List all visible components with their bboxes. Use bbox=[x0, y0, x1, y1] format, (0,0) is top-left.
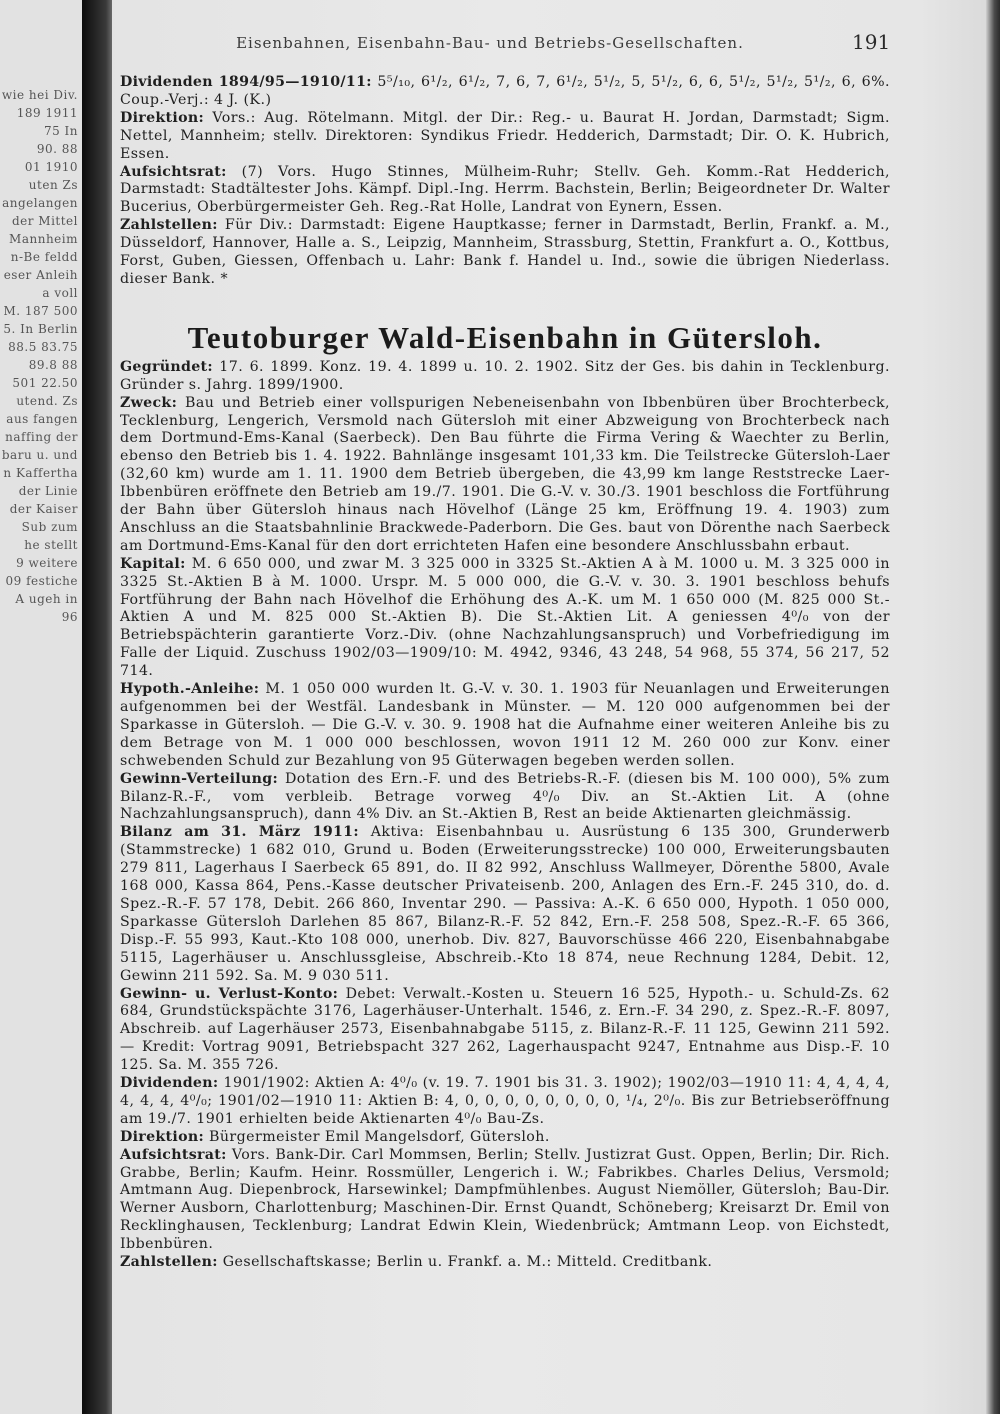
facing-page-text: naffing der bbox=[5, 430, 78, 444]
profit-loss-entry bbox=[120, 986, 890, 1076]
facing-page-text: a voll bbox=[42, 286, 78, 300]
entry-label: Zahlstellen: bbox=[120, 217, 218, 234]
supervisory-board-entry bbox=[120, 164, 890, 218]
facing-page-text: 9 weitere bbox=[16, 556, 78, 570]
facing-page-text: utend. Zs bbox=[16, 394, 78, 408]
facing-page-text: 09 festiche bbox=[5, 574, 78, 588]
entry-label: Direktion: bbox=[120, 1128, 204, 1145]
entry-label: Gegründet: bbox=[120, 358, 213, 375]
book-binding-shadow bbox=[82, 0, 112, 1414]
entry-label: Dividenden: bbox=[120, 1075, 219, 1092]
entry-label: Bilanz am 31. März 1911: bbox=[120, 824, 359, 841]
entry-text: Dotation des Ern.-F. und des Betriebs-R.-F. (diesen bis M. 100 000), 5% zum Bilanz-R.-F., vom verbleib. Betrage vorweg 4⁰/₀ Div. an St.-Aktien Lit. A (ohne Nachzahlungsanspruch), dann 4% Div. an St.-Aktien B, Rest an beide Aktienarten gleichmässig. bbox=[120, 770, 890, 823]
facing-page-fragment bbox=[0, 0, 83, 1414]
facing-page-text: he stellt bbox=[24, 538, 78, 552]
entry-text: Gesellschaftskasse; Berlin u. Frankf. a. M.: Mitteld. Creditbank. bbox=[217, 1254, 713, 1271]
entry-text: 5⁵/₁₀, 6¹/₂, 6¹/₂, 7, 6, 7, 6¹/₂, 5¹/₂, 5, 5¹/₂, 6, 6, 5¹/₂, 5¹/₂, 5¹/₂, 6, 6%. Coup.-Verj.: 4 J. (K.) bbox=[120, 74, 890, 108]
entry-text: 17. 6. 1899. Konz. 19. 4. 1899 u. 10. 2. 1902. Sitz der Ges. bis dahin in Tecklenburg. Gründer s. Jahrg. 1899/1900. bbox=[120, 358, 890, 393]
facing-page-text: 96 bbox=[61, 610, 78, 624]
entry-text: Für Div.: Darmstadt: Eigene Hauptkasse; ferner in Darmstadt, Berlin, Frankf. a. M., Düsseldorf, Hannover, Halle a. S., Leipzig, Mannheim, Strassburg, Stettin, Frankfurt a. O., Kottbus, Forst, Guben, Giessen, Offenbach u. Lahr: Bank f. Handel u. Ind., sowie die übrigen Niederlass. dieser Bank. * bbox=[120, 217, 890, 287]
facing-page-text: M. 187 500 bbox=[3, 304, 78, 318]
page-body bbox=[120, 74, 890, 1272]
paying-agents-entry bbox=[120, 1254, 890, 1272]
facing-page-text: 90. 88 bbox=[36, 142, 78, 156]
facing-page-text: angelangen bbox=[2, 196, 78, 210]
facing-page-text: wie hei Div. bbox=[1, 88, 78, 102]
facing-page-text: der Linie bbox=[18, 484, 78, 498]
facing-page-text: 5. In Berlin bbox=[3, 322, 78, 336]
entry-text: Debet: Verwalt.-Kosten u. Steuern 16 525, Hypoth.- u. Schuld-Zs. 62 684, Grundstückspächte 3176, Lagerhäuser-Unterhalt. 1546, z. Ern.-F. 34 290, z. Spez.-R.-F. 8097, Abschreib. auf Lagerhäuser 2573, Eisenbahnabgabe 5115, z. Bilanz-R.-F. 11 125, Gewinn 211 592. — Kredit: Vortrag 9091, Betriebspacht 327 262, Lagerhauspacht 9247, Entnahme aus Disp.-F. 10 125. Sa. M. 355 726. bbox=[120, 985, 890, 1074]
page-edge-shadow bbox=[986, 0, 1000, 1414]
entry-label: Zahlstellen: bbox=[120, 1254, 218, 1271]
entry-text: Vors.: Aug. Rötelmann. Mitgl. der Dir.: Reg.- u. Baurat H. Jordan, Darmstadt; Sigm. Nettel, Mannheim; stellv. Direktoren: Syndikus Friedr. Hedderich, Darmstadt; Dir. O. K. Hubrich, Essen. bbox=[120, 109, 890, 162]
entry-text: 1901/1902: Aktien A: 4⁰/₀ (v. 19. 7. 1901 bis 31. 3. 1902); 1902/03—1910 11: 4, 4, 4, 4, 4, 4, 4, 4⁰/₀; 1901/02—1910 11: Aktien B: 4, 0, 0, 0, 0, 0, 0, 0, 0, ¹/₄, 2⁰/₀. Bis zur Betriebseröffnung am 19./7. 1901 erhielten beide Aktienarten 4⁰/₀ Bau-Zs. bbox=[120, 1075, 890, 1127]
dividends-history-entry bbox=[120, 1075, 890, 1129]
entry-text: M. 1 050 000 wurden lt. G.-V. v. 30. 1. 1903 für Neuanlagen und Erweiterungen aufgenommen bei der Westfäl. Landesbank in Münster. — M. 120 000 aufgenommen bei der Sparkasse in Gütersloh. — Die G.-V. v. 30. 9. 1908 hat die Aufnahme einer weiteren Anleihe bis zu dem Betrage von M. 1 000 000 beschlossen, wovon 1911 12 M. 260 000 zur Konv. einer schwebenden Schuld zur Bezahlung von 95 Güterwagen begeben werden sollen. bbox=[120, 681, 890, 769]
page-number: 191 bbox=[852, 30, 891, 54]
management-entry bbox=[120, 1129, 890, 1147]
facing-page-text: 501 22.50 bbox=[12, 376, 78, 390]
entry-label: Dividenden 1894/95—1910/11: bbox=[120, 74, 372, 90]
mortgage-loan-entry bbox=[120, 681, 890, 771]
facing-page-text: 189 1911 bbox=[16, 106, 78, 120]
entry-text: Vors. Bank-Dir. Carl Mommsen, Berlin; Stellv. Justizrat Gust. Oppen, Berlin; Dir. Rich. Grabbe, Berlin; Kaufm. Heinr. Rossmüller, Lengerich i. W.; Fabrikbes. Charles Delius, Versmold; Amtmann Aug. Diepenbrock, Harsewinkel; Dampfmühlenbes. August Niemöller, Gütersloh; Bau-Dir. Werner Ausborn, Charlottenburg; Maschinen-Dir. Ernst Quandt, Schöneberg; Kreisarzt Dr. Emil von Recklinghausen, Tecklenburg; Landrat Edwin Klein, Wiedenbrück; Amtmann Leop. von Eichstedt, Ibbenbüren. bbox=[120, 1146, 890, 1253]
facing-page-text: 01 1910 bbox=[24, 160, 78, 174]
facing-page-text: eser Anleih bbox=[3, 268, 78, 282]
facing-page-text: n Kaffertha bbox=[3, 466, 78, 480]
facing-page-text: Mannheim bbox=[9, 232, 78, 246]
entry-label: Gewinn- u. Verlust-Konto: bbox=[120, 985, 339, 1002]
facing-page-text: 89.8 88 bbox=[28, 358, 78, 372]
facing-page-text: uten Zs bbox=[28, 178, 78, 192]
entry-text: Aktiva: Eisenbahnbau u. Ausrüstung 6 135 300, Grunderwerb (Stammstrecke) 1 682 010, Grund u. Boden (Erweiterungsstrecke) 100 000, Erweiterungsbauten 279 811, Lagerhaus I Saerbeck 65 891, do. II 82 992, Anschluss Wallmeyer, Dörenthe 5800, Avale 168 000, Kassa 864, Pens.-Kasse deutscher Privateisenb. 200, Anlagen des Ern.-F. 245 310, do. d. Spez.-R.-F. 57 178, Debit. 266 860, Inventar 290. — Passiva: A.-K. 6 650 000, Hypoth. 1 050 000, Sparkasse Gütersloh Darlehen 85 867, Bilanz-R.-F. 52 842, Ern.-F. 258 508, Spez.-R.-F. 65 366, Disp.-F. 55 993, Kaut.-Kto 108 000, unerhob. Div. 827, Bauvorschüsse 466 220, Eisenbahnabgabe 5115, Lagerhäuser u. Anschlussgleise, Abschreib.-Kto 18 874, neue Rechnung 1284, Debit. 12, Gewinn 211 592. Sa. M. 9 030 511. bbox=[120, 824, 890, 984]
board-entry bbox=[120, 110, 890, 164]
supervisory-board-entry bbox=[120, 1147, 890, 1254]
entry-label: Hypoth.-Anleihe: bbox=[120, 681, 260, 698]
facing-page-text: n-Be feldd bbox=[10, 250, 78, 264]
purpose-entry bbox=[120, 395, 890, 556]
paying-agents-entry bbox=[120, 217, 890, 289]
entry-label: Aufsichtsrat: bbox=[120, 163, 227, 180]
facing-page-text: der Kaiser bbox=[9, 502, 78, 516]
entry-text: M. 6 650 000, und zwar M. 3 325 000 in 3325 St.-Aktien A à M. 1000 u. M. 3 325 000 in 3325 St.-Aktien B à M. 1000. Urspr. M. 5 000 000, die G.-V. v. 30. 3. 1901 beschloss behufs Fortführung der Bahn nach Hövelhof die Erhöhung des A.-K. um M. 1 650 000 (M. 825 000 St.-Aktien A und M. 825 000 St.-Aktien B). Die St.-Aktien Lit. A geniessen 4⁰/₀ von der Betriebspächterin garantierte Vorz.-Div. (ohne Nachzahlungsanspruch) und Vorbefriedigung im Falle der Liquid. Zuschuss 1902/03—1909/10: M. 4942, 9346, 43 248, 54 968, 55 374, 56 217, 52 714. bbox=[120, 555, 890, 680]
capital-entry bbox=[120, 556, 890, 681]
entry-text: (7) Vors. Hugo Stinnes, Mülheim-Ruhr; Stellv. Geh. Komm.-Rat Hedderich, Darmstadt: Stadtältester Johs. Kämpf. Dipl.-Ing. Herrm. Bachstein, Berlin; Beigeordneter Dr. Walter Bucerius, Oberbürgermeister Geh. Reg.-Rat Holle, Landrat von Eynern, Essen. bbox=[120, 163, 890, 216]
facing-page-text: aus fangen bbox=[6, 412, 78, 426]
entry-text: Bau und Betrieb einer vollspurigen Nebeneisenbahn von Ibbenbüren über Brochterbeck, Tecklenburg, Lengerich, Versmold nach Gütersloh mit einer Abzweigung von Brochterbeck nach dem Dortmund-Ems-Kanal (Saerbeck). Den Bau führte die Firma Vering & Waechter zu Berlin, ebenso den Betrieb bis 1. 4. 1922. Bahnlänge insgesamt 101,33 km. Die Teilstrecke Gütersloh-Laer (32,60 km) wurde am 1. 11. 1900 dem Betrieb übergeben, die 43,99 km lange Reststrecke Laer-Ibbenbüren eröffnete den Betrieb am 19./7. 1901. Die G.-V. v. 30./3. 1901 beschloss die Fortführung der Bahn über Gütersloh hinaus nach Hövelhof (Länge 25 km, Eröffnung 19. 4. 1903) zum Anschluss an die Staatsbahnlinie Brackwede-Paderborn. Die Ges. baut von Dörenthe nach Saerbeck am Dortmund-Ems-Kanal für den dort errichteten Hafen eine besondere Anschlussbahn erbaut. bbox=[120, 394, 890, 554]
facing-page-text: A ugeh in bbox=[15, 592, 78, 606]
company-title: Teutoburger Wald-Eisenbahn in Gütersloh. bbox=[187, 319, 823, 355]
facing-page-text: der Mittel bbox=[11, 214, 78, 228]
running-head: Eisenbahnen, Eisenbahn-Bau- und Betriebs-Gesellschaften. bbox=[236, 34, 744, 52]
founded-entry bbox=[120, 359, 890, 395]
entry-label: Kapital: bbox=[120, 555, 186, 572]
entry-label: Direktion: bbox=[120, 109, 204, 126]
entry-label: Aufsichtsrat: bbox=[120, 1146, 227, 1163]
facing-page-text: 88.5 83.75 bbox=[8, 340, 78, 354]
facing-page-text: 75 In bbox=[43, 124, 78, 138]
entry-text: Bürgermeister Emil Mangelsdorf, Gütersloh. bbox=[203, 1128, 550, 1145]
entry-label: Zweck: bbox=[120, 394, 178, 411]
profit-distribution-entry bbox=[120, 771, 890, 825]
facing-page-text: baru u. und bbox=[1, 448, 78, 462]
dividends-entry bbox=[120, 74, 890, 110]
balance-sheet-entry bbox=[120, 824, 890, 985]
facing-page-text: Sub zum bbox=[21, 520, 78, 534]
entry-label: Gewinn-Verteilung: bbox=[120, 770, 278, 787]
